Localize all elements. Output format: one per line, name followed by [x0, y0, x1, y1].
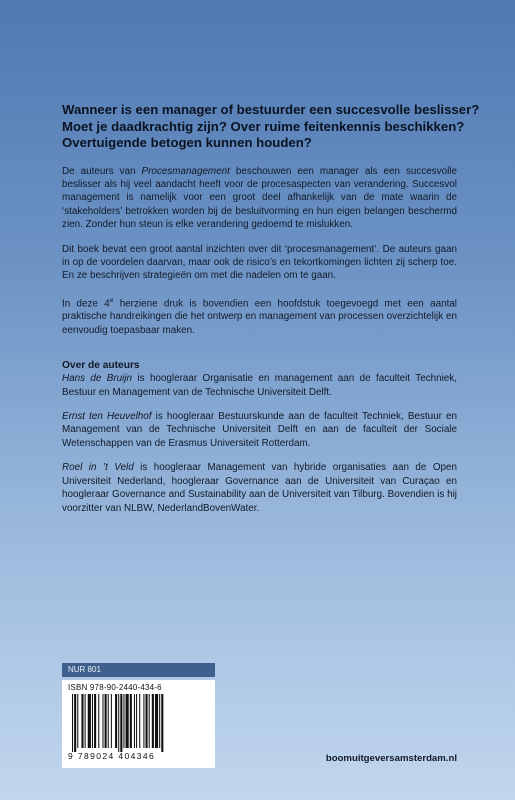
headline-line-2: Moet je daadkrachtig zijn? Over ruime feitenkennis beschikken? — [62, 118, 465, 134]
barcode-icon — [70, 694, 208, 752]
isbn-barcode-box — [62, 680, 215, 768]
isbn-label: ISBN 978-90-2440-434-6 — [68, 683, 162, 692]
intro-paragraph — [62, 165, 457, 232]
publisher-website: boomuitgeversamsterdam.nl — [325, 753, 457, 764]
back-cover-text — [62, 102, 480, 526]
author-description: is hoogleraar Bestuurskunde aan de faculteit Techniek, Bestuur en Management van de Technische Universiteit Delft en aan de faculteit der Sociale Wetenschappen van de Erasmus Universiteit Rotterdam. — [62, 411, 457, 449]
barcode-digits: 9 789024 404346 — [68, 751, 156, 761]
edition-text-start: In deze 4 — [62, 298, 110, 310]
edition-paragraph — [62, 294, 457, 338]
headline-line-3: Overtuigende betogen kunnen houden? — [62, 135, 312, 150]
headline-line-1: Wanneer is een manager of bestuurder een succesvolle beslisser? — [62, 102, 480, 117]
edition-text-rest: herziene druk is bovendien een hoofdstuk toegevoegd met een aantal praktische handreikingen die het ontwerp en management van processen overzichtelijk en eenvoudig toepasbaar maken. — [62, 298, 457, 336]
author-bio — [62, 410, 457, 450]
author-bio — [62, 372, 457, 399]
book-title-mention: Procesmanagement — [141, 165, 230, 177]
author-name: Roel in ’t Veld — [62, 462, 134, 474]
authors-list — [62, 372, 457, 515]
content-paragraph: Dit boek bevat een groot aantal inzichten over dit ‘procesmanagement’. De auteurs gaan in op de voordelen daarvan, maar ook de risico’s en tekortkomingen lichten zij scherp toe. En ze beschrijven strategieën om met die nadelen om te gaan. — [62, 243, 457, 282]
authors-heading: Over de auteurs — [62, 360, 140, 372]
author-bio — [62, 461, 457, 515]
intro-text-rest: beschouwen een manager als een succesvolle beslisser als hij veel aandacht heeft voor de procesaspecten van verandering. Succesvol management is namelijk voor een groot deel afhankelijk van de mate waarin de ‘stakeholders’ betrokken worden bij de besluitvorming en hun eigen belangen beschermd zien. Zonder hun steun is elke verandering gedoemd te mislukken. — [62, 165, 457, 231]
intro-text-start: De auteurs van — [62, 165, 142, 177]
nur-code: NUR 801 — [62, 663, 215, 677]
headline — [62, 102, 480, 152]
author-description: is hoogleraar Organisatie en management aan de faculteit Techniek, Bestuur en Management van de Technische Universiteit Delft. — [62, 373, 457, 398]
author-name: Hans de Bruijn — [62, 373, 133, 385]
edition-superscript: e — [109, 296, 114, 304]
author-name: Ernst ten Heuvelhof — [62, 411, 152, 423]
author-description: is hoogleraar Management van hybride organisaties aan de Open Universiteit Nederland, hoogleraar Governance aan de Universiteit van Curaçao en hoogleraar Governance and Sustainability aan de Universiteit van Tilburg. Bovendien is hij voorzitter van NLBW, NederlandBovenWater. — [62, 462, 458, 514]
